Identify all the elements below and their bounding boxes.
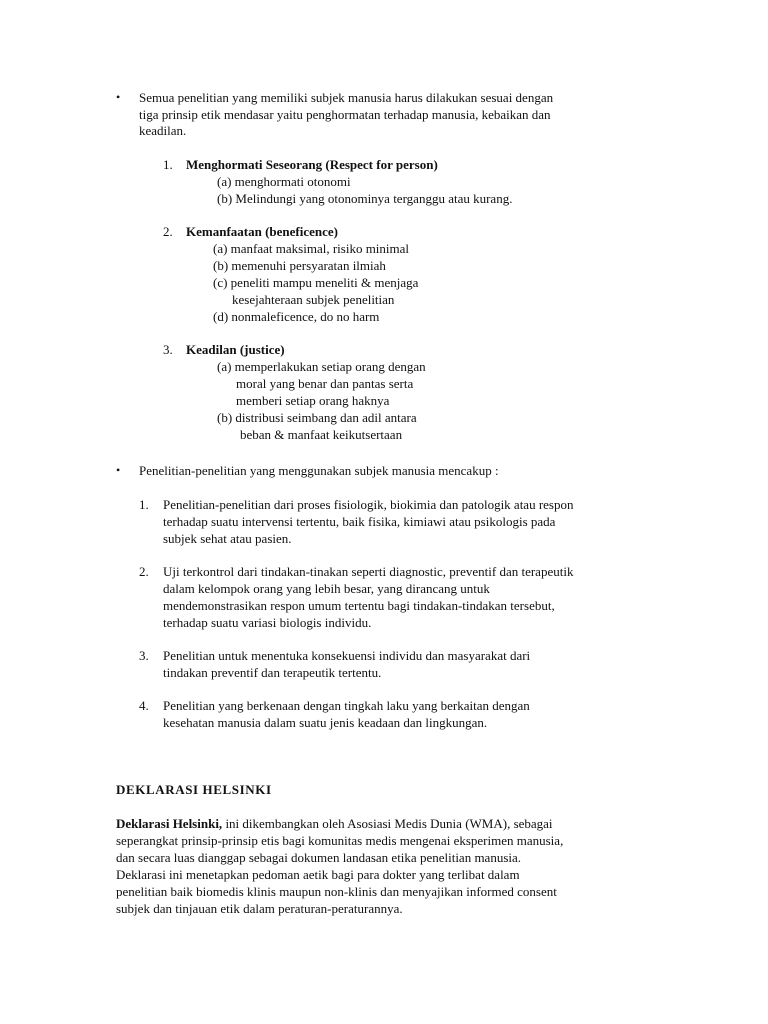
scope-line: Uji terkontrol dari tindakan-tinakan seperti diagnostic, preventif dan terapeutik	[163, 564, 574, 579]
helsinki-line: penelitian baik biomedis klinis maupun non-klinis dan menyajikan informed consent	[116, 884, 557, 899]
principle-number: 3.	[163, 342, 173, 357]
helsinki-lead-bold: Deklarasi Helsinki,	[116, 816, 223, 831]
scope-line: Penelitian yang berkenaan dengan tingkah laku yang berkaitan dengan	[163, 698, 530, 713]
scope-line: tindakan preventif dan terapeutik tertentu.	[163, 665, 382, 680]
principle-title: Keadilan (justice)	[186, 342, 285, 357]
intro-line: keadilan.	[139, 123, 187, 138]
helsinki-line: Deklarasi ini menetapkan pedoman aetik bagi para dokter yang terlibat dalam	[116, 867, 520, 882]
scope-line: dalam kelompok orang yang lebih besar, yang dirancang untuk	[163, 581, 490, 596]
scope-line: mendemonstrasikan respon umum tertentu bagi tindakan-tindakan tersebut,	[163, 598, 555, 613]
principle-title: Menghormati Seseorang (Respect for person)	[186, 157, 438, 172]
helsinki-lead	[116, 815, 553, 832]
scope-intro: Penelitian-penelitian yang menggunakan subjek manusia mencakup :	[139, 463, 499, 478]
principle-point: memberi setiap orang haknya	[236, 393, 390, 408]
principle-point: (a) manfaat maksimal, risiko minimal	[213, 241, 410, 256]
scope-number: 1.	[139, 497, 149, 512]
principle-point: (b) distribusi seimbang dan adil antara	[217, 410, 417, 425]
scope-number: 2.	[139, 564, 149, 579]
scope-line: terhadap suatu variasi biologis individu.	[163, 615, 372, 630]
scope-line: Penelitian-penelitian dari proses fisiologik, biokimia dan patologik atau respon	[163, 497, 574, 512]
intro-line: tiga prinsip etik mendasar yaitu penghormatan terhadap manusia, kebaikan dan	[139, 107, 551, 122]
principle-point: (c) peneliti mampu meneliti & menjaga	[213, 275, 419, 290]
helsinki-line: dan secara luas dianggap sebagai dokumen landasan etika penelitian manusia.	[116, 850, 522, 865]
principle-point: (b) Melindungi yang otonominya terganggu atau kurang.	[217, 191, 513, 206]
bullet-icon: •	[116, 463, 121, 477]
scope-line: Penelitian untuk menentuka konsekuensi individu dan masyarakat dari	[163, 648, 531, 663]
scope-number: 4.	[139, 698, 149, 713]
principle-point: kesejahteraan subjek penelitian	[232, 292, 395, 307]
principle-point: (a) menghormati otonomi	[217, 174, 351, 189]
section-heading: DEKLARASI HELSINKI	[116, 782, 272, 797]
helsinki-line: seperangkat prinsip-prinsip etis bagi komunitas medis mengenai eksperimen manusia,	[116, 833, 564, 848]
principle-point: (a) memperlakukan setiap orang dengan	[217, 359, 426, 374]
helsinki-line: subjek dan tinjauan etik dalam peraturan-peraturannya.	[116, 901, 403, 916]
scope-line: subjek sehat atau pasien.	[163, 531, 292, 546]
principle-number: 1.	[163, 157, 173, 172]
scope-number: 3.	[139, 648, 149, 663]
principle-title: Kemanfaatan (beneficence)	[186, 224, 338, 239]
scope-line: terhadap suatu intervensi tertentu, baik fisika, kimiawi atau psikologis pada	[163, 514, 556, 529]
principle-number: 2.	[163, 224, 173, 239]
principle-point: moral yang benar dan pantas serta	[236, 376, 414, 391]
principle-point: (b) memenuhi persyaratan ilmiah	[213, 258, 386, 273]
principle-point: (d) nonmaleficence, do no harm	[213, 309, 380, 324]
scope-line: kesehatan manusia dalam suatu jenis keadaan dan lingkungan.	[163, 715, 488, 730]
intro-line: Semua penelitian yang memiliki subjek manusia harus dilakukan sesuai dengan	[139, 90, 554, 105]
principle-point: beban & manfaat keikutsertaan	[240, 427, 403, 442]
helsinki-lead-rest: ini dikembangkan oleh Asosiasi Medis Dunia (WMA), sebagai	[222, 816, 553, 831]
bullet-icon: •	[116, 90, 121, 104]
